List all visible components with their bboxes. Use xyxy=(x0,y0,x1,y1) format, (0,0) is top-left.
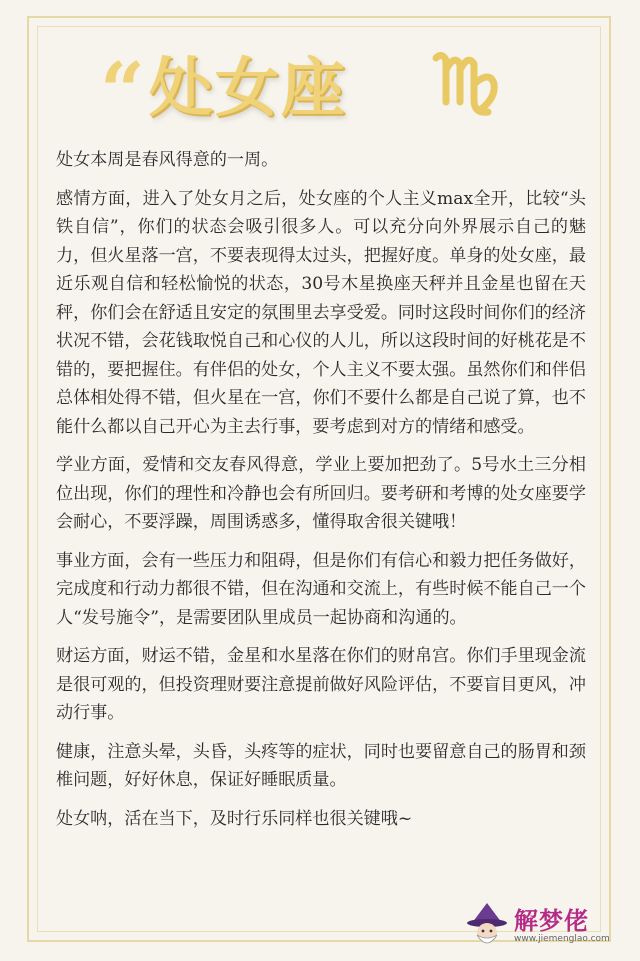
virgo-symbol-icon xyxy=(428,40,506,122)
wizard-mascot-icon xyxy=(464,901,510,951)
closing-paragraph: 处女呐，活在当下，及时行乐同样也很关键哦~ xyxy=(56,808,413,829)
health-paragraph: 健康，注意头晕，头昏，头疼等的症状，同时也要留意自己的肠胃和颈椎问题，好好休息，保证好睡眠质量。 xyxy=(56,741,586,790)
love-paragraph: 感情方面，进入了处女月之后，处女座的个人主义max全开，比较“头铁自信”，你们的状态会吸引很多人。可以充分向外界展示自己的魅力，但火星落一宫，不要表现得太过头，把握好度。单身的处女座，最近乐观自信和轻松愉悦的状态，30号木星换座天秤并且金星也留在天秤，你们会在舒适且安定的氛围里去享受爱。同时这段时间你们的经济状况不错，会花钱取悦自己和心仪的人儿，所以这段时间的好桃花是不错的，要把握住。有伴侣的处女，个人主义不要太强。虽然你们和伴侣总体相处得不错，但火星在一宫，你们不要什么都是自己说了算，也不能什么都以自己开心为主去行事，要考虑到对方的情绪和感受。 xyxy=(56,188,586,437)
page-title: 处女座 xyxy=(148,52,347,126)
study-paragraph: 学业方面，爱情和交友春风得意，学业上要加把劲了。5号水土三分相位出现，你们的理性和冷静也会有所回归。要考研和考博的处女座要学会耐心，不要浮躁，周围诱惑多，懂得取舍很关键哦！ xyxy=(56,455,586,532)
intro-paragraph: 处女本周是春风得意的一周。 xyxy=(56,150,279,170)
watermark-title: 解梦佬 xyxy=(514,906,589,935)
title-quote-mark: “ xyxy=(100,46,145,137)
wealth-paragraph: 财运方面，财运不错，金星和水星落在你们的财帛宫。你们手里现金流是很可观的，但投资理财要注意提前做好风险评估，不要盲目更风，冲动行事。 xyxy=(56,646,586,723)
horoscope-body xyxy=(56,146,586,843)
career-paragraph: 事业方面，会有一些压力和阻碍，但是你们有信心和毅力把任务做好，完成度和行动力都很不错，但在沟通和交流上，有些时候不能自己一个人“发号施令”，是需要团队里成员一起协商和沟通的。 xyxy=(56,550,586,628)
watermark-url[interactable]: www.jiemenglao.com xyxy=(514,933,610,944)
header xyxy=(100,38,347,137)
site-watermark xyxy=(464,898,634,954)
